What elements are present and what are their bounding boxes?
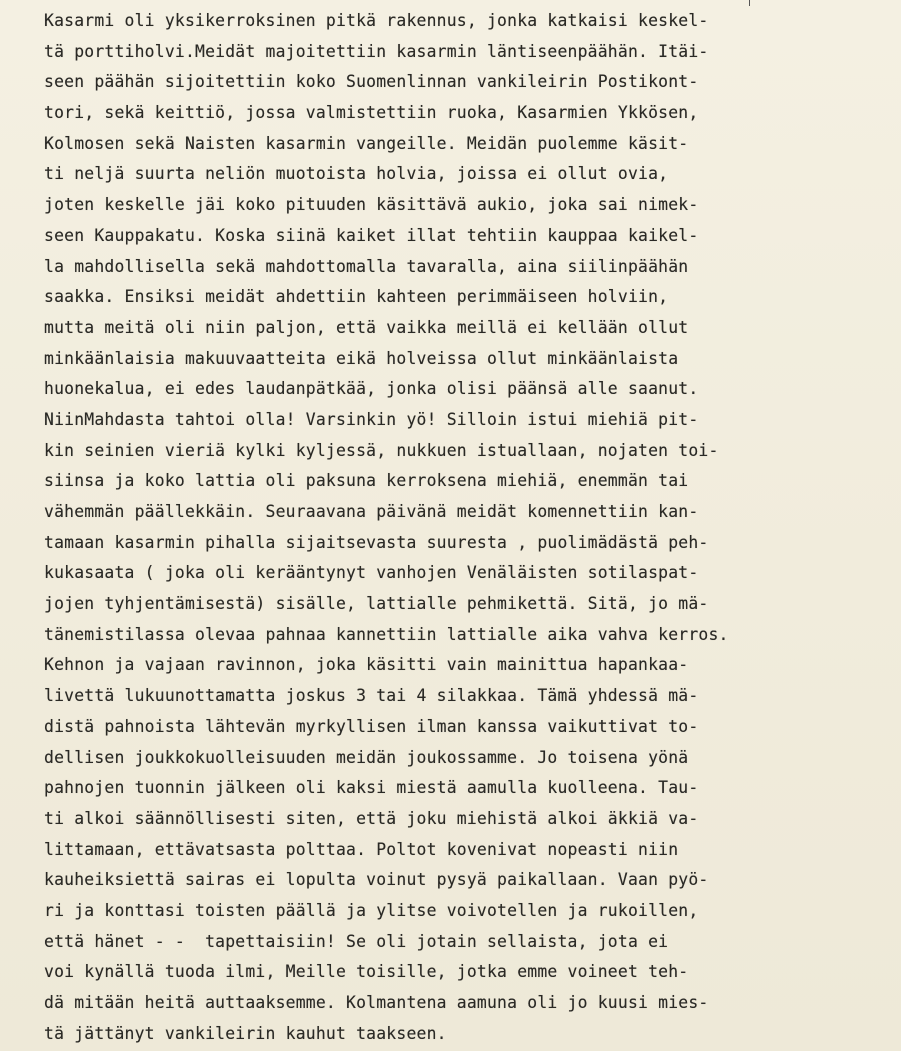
text-line: livettä lukuunottamatta joskus 3 tai 4 silakkaa. Tämä yhdessä mä-: [44, 686, 699, 706]
text-line: kukasaata ( joka oli kerääntynyt vanhojen Venäläisten sotilaspat-: [44, 563, 699, 583]
text-line: ti alkoi säännöllisesti siten, että joku miehistä alkoi äkkiä va-: [44, 808, 699, 828]
text-line: la mahdollisella sekä mahdottomalla tavaralla, aina siilinpäähän: [44, 256, 689, 276]
text-line: joten keskelle jäi koko pituuden käsittävä aukio, joka sai nimek-: [44, 195, 699, 215]
text-line: huonekalua, ei edes laudanpätkää, jonka olisi päänsä alle saanut.: [44, 379, 699, 399]
text-line: minkäänlaisia makuuvaatteita eikä holveissa ollut minkäänlaista: [44, 348, 679, 368]
text-line: tä jättänyt vankileirin kauhut taakseen.: [44, 1023, 447, 1043]
text-line: seen päähän sijoitettiin koko Suomenlinnan vankileirin Postikont-: [44, 72, 699, 92]
text-line: jojen tyhjentämisestä) sisälle, lattialle pehmikettä. Sitä, jo mä-: [44, 594, 709, 614]
text-line: tä porttiholvi.Meidät majoitettiin kasarmin läntiseenpäähän. Itäi-: [44, 41, 709, 61]
text-line: pahnojen tuonnin jälkeen oli kaksi miestä aamulla kuolleena. Tau-: [44, 778, 699, 798]
text-line: kin seinien vieriä kylki kyljessä, nukkuen istuallaan, nojaten toi-: [44, 440, 719, 460]
text-line: Kehnon ja vajaan ravinnon, joka käsitti vain mainittua hapankaa-: [44, 655, 689, 675]
typewritten-text-block: [44, 6, 892, 1049]
text-line: ri ja konttasi toisten päällä ja ylitse voivotellen ja rukoillen,: [44, 900, 699, 920]
text-line: ti neljä suurta neliön muotoista holvia, joissa ei ollut ovia,: [44, 164, 669, 184]
text-line: saakka. Ensiksi meidät ahdettiin kahteen perimmäiseen holviin,: [44, 287, 669, 307]
text-line: siinsa ja koko lattia oli paksuna kerroksena miehiä, enemmän tai: [44, 471, 689, 491]
text-line: littamaan, ettävatsasta polttaa. Poltot kovenivat nopeasti niin: [44, 839, 679, 859]
text-line: kauheiksiettä sairas ei lopulta voinut pysyä paikallaan. Vaan pyö-: [44, 870, 709, 890]
text-line: Kasarmi oli yksikerroksinen pitkä rakennus, jonka katkaisi keskel-: [44, 11, 709, 30]
text-line: seen Kauppakatu. Koska siinä kaiket illat tehtiin kauppaa kaikel-: [44, 225, 699, 245]
text-line: mutta meitä oli niin paljon, että vaikka meillä ei kellään ollut: [44, 317, 689, 337]
text-line: tänemistilassa olevaa pahnaa kannettiin lattialle aika vahva kerros.: [44, 624, 729, 644]
text-line: vähemmän päällekkäin. Seuraavana päivänä meidät komennettiin kan-: [44, 502, 699, 521]
text-line: tamaan kasarmin pihalla sijaitsevasta suuresta , puolimädästä peh-: [44, 532, 709, 552]
text-line: tori, sekä keittiö, jossa valmistettiin ruoka, Kasarmien Ykkösen,: [44, 103, 699, 123]
text-line: NiinMahdasta tahtoi olla! Varsinkin yö! Silloin istui miehiä pit-: [44, 409, 699, 429]
text-line: voi kynällä tuoda ilmi, Meille toisille, jotka emme voineet teh-: [44, 962, 689, 982]
text-line: että hänet - - tapettaisiin! Se oli jotain sellaista, jota ei: [44, 931, 669, 951]
text-line: Kolmosen sekä Naisten kasarmin vangeille. Meidän puolemme käsit-: [44, 133, 689, 153]
text-line: dellisen joukkokuolleisuuden meidän joukossamme. Jo toisena yönä: [44, 747, 689, 767]
text-line: distä pahnoista lähtevän myrkyllisen ilman kanssa vaikuttivat to-: [44, 716, 699, 736]
text-line: dä mitään heitä auttaaksemme. Kolmantena aamuna oli jo kuusi mies-: [44, 993, 709, 1012]
